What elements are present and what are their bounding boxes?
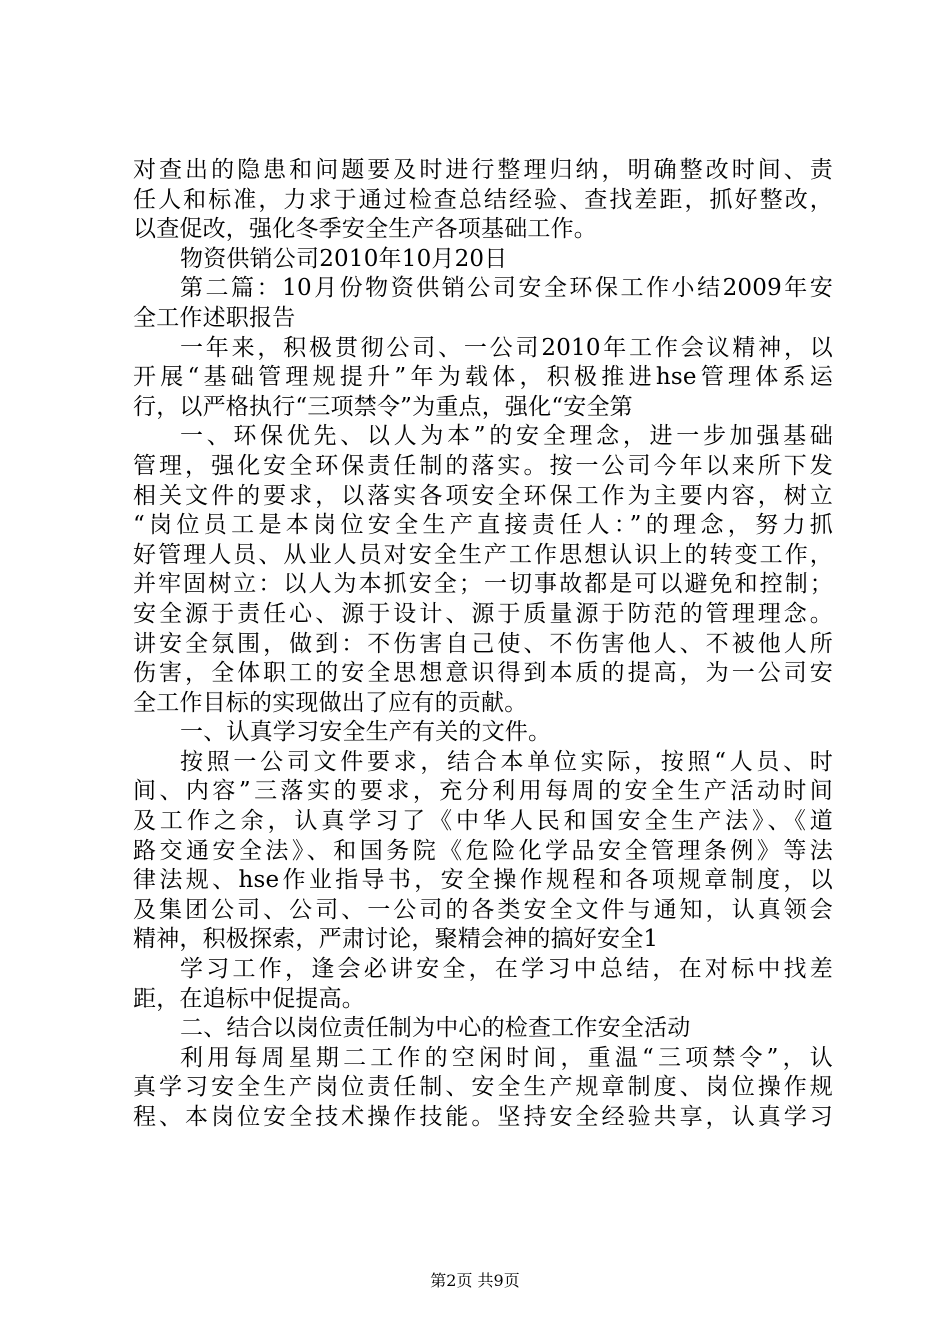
text-line: 并牢固树立：以人为本抓安全；一切事故都是可以避免和控制； [133, 571, 833, 598]
text-line: 程、本岗位安全技术操作技能。坚持安全经验共享，认真学习 [133, 1104, 833, 1130]
text-line: 间、内容”三落实的要求，充分利用每周的安全生产活动时间 [133, 778, 833, 805]
text-line: 以查促改，强化冬季安全生产各项基础工作。 [133, 216, 597, 243]
text-line: 一年来，积极贯彻公司、一公司2010年工作会议精神，以 [180, 334, 833, 361]
text-line: 讲安全氛围，做到：不伤害自己使、不伤害他人、不被他人所 [133, 630, 833, 657]
text-line: 及集团公司、公司、一公司的各类安全文件与通知，认真领会 [133, 896, 833, 923]
text-line: 任人和标准，力求于通过检查总结经验、查找差距，抓好整改， [133, 186, 833, 213]
text-line: 对查出的隐患和问题要及时进行整理归纳，明确整改时间、责 [133, 157, 833, 183]
text-line: 全工作目标的实现做出了应有的贡献。 [133, 689, 528, 716]
text-line: 相关文件的要求，以落实各项安全环保工作为主要内容，树立 [133, 482, 833, 509]
text-line: 全工作述职报告 [133, 304, 296, 331]
text-line: 律法规、hse作业指导书，安全操作规程和各项规章制度，以 [133, 867, 833, 894]
text-line: 第二篇：10月份物资供销公司安全环保工作小结2009年安 [180, 275, 833, 302]
text-line: 路交通安全法》、和国务院《危险化学品安全管理条例》等法 [133, 837, 833, 864]
text-line: 距，在追标中促提高。 [133, 985, 365, 1012]
text-line: “岗位员工是本岗位安全生产直接责任人：”的理念，努力抓 [133, 512, 833, 539]
text-line: 二、结合以岗位责任制为中心的检查工作安全活动 [180, 1015, 691, 1042]
text-line: 真学习安全生产岗位责任制、安全生产规章制度、岗位操作规 [133, 1074, 833, 1101]
text-line: 一、环保优先、以人为本”的安全理念，进一步加强基础 [180, 423, 833, 450]
text-line: 伤害，全体职工的安全思想意识得到本质的提高，为一公司安 [133, 660, 833, 687]
text-line: 及工作之余，认真学习了《中华人民和国安全生产法》、《道 [133, 808, 833, 835]
text-line: 安全源于责任心、源于设计、源于质量源于防范的管理理念。 [133, 600, 833, 627]
text-line: 管理，强化安全环保责任制的落实。按一公司今年以来所下发 [133, 452, 833, 479]
text-line: 按照一公司文件要求，结合本单位实际，按照“人员、时 [180, 748, 833, 775]
text-line: 物资供销公司2010年10月20日 [180, 245, 508, 272]
text-line: 好管理人员、从业人员对安全生产工作思想认识上的转变工作， [133, 541, 833, 568]
text-line: 学习工作，逢会必讲安全，在学习中总结，在对标中找差 [180, 956, 833, 983]
page-footer: 第2页 共9页 [430, 1271, 520, 1290]
document-body [133, 156, 833, 1133]
text-line: 一、认真学习安全生产有关的文件。 [180, 719, 552, 746]
text-line: 精神，积极探索，严肃讨论，聚精会神的搞好安全1 [133, 926, 659, 953]
text-line: 开展“基础管理规提升”年为载体，积极推进hse管理体系运 [133, 364, 833, 391]
text-line: 行，以严格执行“三项禁令”为重点，强化“安全第 [133, 393, 633, 420]
text-line: 利用每周星期二工作的空闲时间，重温“三项禁令”，认 [180, 1044, 833, 1071]
